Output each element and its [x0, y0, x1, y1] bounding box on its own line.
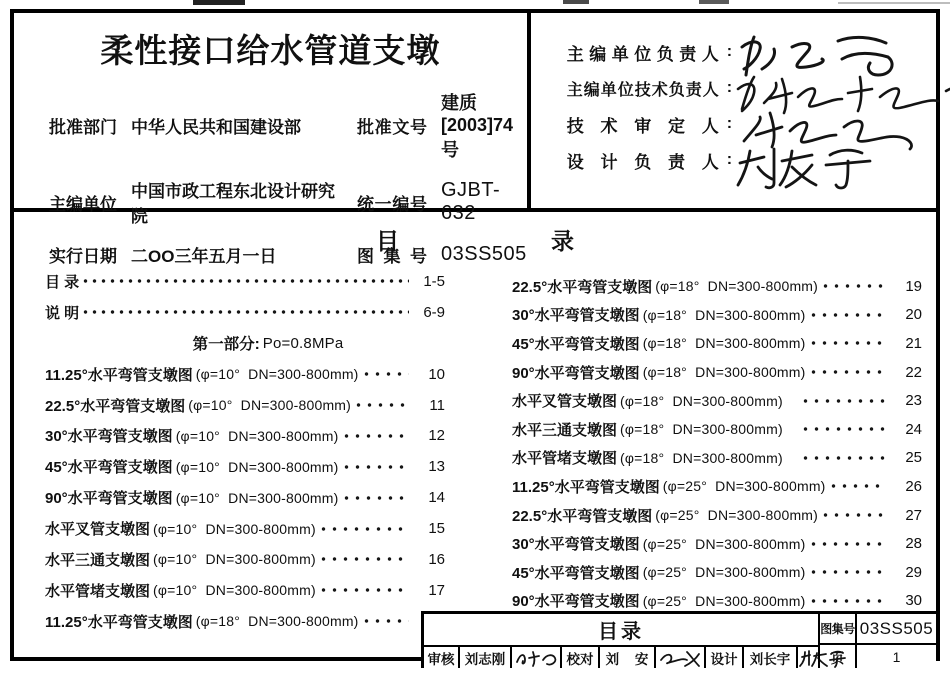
toc-entry — [512, 301, 922, 330]
page-border-frame — [10, 9, 940, 667]
meta-label-approval-dept: 批准部门 — [49, 118, 117, 137]
dot-leader — [798, 398, 886, 404]
entry-title: 45°水平弯管支墩图 — [45, 459, 173, 477]
atlas-no-value: 03SS505 — [857, 614, 936, 645]
dot-leader — [359, 618, 409, 624]
toc-title-char: 录 — [551, 228, 574, 254]
toc-entry — [512, 501, 922, 530]
entry-spec: (φ=18° DN=300-800mm) — [642, 335, 806, 352]
entry-page-number: 1-5 — [423, 272, 445, 290]
entry-page-number: 27 — [905, 506, 922, 524]
signer-colon: : — [726, 151, 733, 168]
entry-page-number: 24 — [905, 420, 922, 438]
page-label: 页 — [830, 650, 845, 666]
meta-value-approval-no: 建质[2003]74号 — [441, 93, 514, 160]
title-block-approval-row — [424, 647, 818, 668]
toc-entry — [512, 415, 922, 444]
entry-title: 45°水平弯管支墩图 — [512, 564, 640, 582]
entry-title: 22.5°水平弯管支墩图 — [512, 507, 653, 525]
signer-row — [567, 70, 950, 106]
dot-leader — [806, 340, 886, 346]
toc-entry — [45, 266, 445, 297]
scan-artifact — [699, 0, 729, 4]
handwritten-signature — [734, 141, 884, 189]
meta-label-effective-date: 实行日期 — [49, 247, 117, 266]
toc-entry — [45, 513, 445, 544]
entry-page-number: 21 — [905, 334, 922, 352]
audit-name: 刘志刚 — [460, 647, 512, 668]
toc-entry — [45, 575, 445, 606]
signer-colon: : — [726, 79, 733, 96]
entry-page-number: 16 — [428, 550, 445, 568]
entry-page-number: 25 — [905, 449, 922, 467]
entry-page-number: 15 — [428, 520, 445, 538]
entry-title: 30°水平弯管支墩图 — [45, 428, 173, 446]
dot-leader — [798, 455, 886, 461]
document-title: 柔性接口给水管道支墩 — [100, 32, 441, 69]
toc-column-left — [45, 266, 445, 637]
entry-title: 水平管堵支墩图 — [512, 450, 618, 468]
meta-label-chief-editor: 主编单位 — [49, 194, 117, 214]
proof-name: 刘 安 — [600, 647, 656, 668]
signer-row — [567, 34, 950, 70]
dot-leader — [351, 402, 409, 408]
entry-page-number: 23 — [905, 392, 922, 410]
dot-leader — [359, 371, 409, 377]
entry-title: 水平叉管支墩图 — [45, 521, 151, 539]
entry-spec: Po=0.8MPa — [262, 334, 344, 352]
entry-spec: (φ=18° DN=300-800mm) — [620, 421, 783, 438]
entry-page-number: 10 — [428, 365, 445, 383]
entry-page-number: 26 — [905, 477, 922, 495]
proof-signature — [656, 647, 706, 668]
signer-label: 设计负责人 — [566, 152, 719, 172]
design-name: 刘长宇 — [744, 647, 798, 668]
drawing-title-block — [421, 611, 936, 668]
audit-signature — [512, 647, 562, 668]
entry-spec: (φ=10° DN=300-800mm) — [175, 489, 339, 506]
entry-title: 90°水平弯管支墩图 — [512, 364, 640, 382]
toc-entry — [45, 359, 445, 390]
toc-entry — [512, 358, 922, 387]
entry-page-number: 12 — [428, 427, 445, 445]
entry-page-number: 11 — [429, 396, 445, 414]
entry-page-number: 29 — [905, 563, 922, 581]
entry-title: 水平三通支墩图 — [512, 421, 618, 439]
entry-spec: (φ=25° DN=300-800mm) — [642, 535, 806, 552]
entry-title: 22.5°水平弯管支墩图 — [512, 278, 653, 296]
entry-page-number: 19 — [905, 277, 922, 295]
signer-label: 主编单位负责人 — [566, 44, 719, 64]
meta-value-atlas-no: 03SS505 — [441, 243, 527, 265]
meta-value-effective-date: 二OO三年五月一日 — [131, 247, 277, 266]
entry-spec: (φ=25° DN=300-800mm) — [642, 592, 806, 609]
toc-section-heading — [45, 328, 445, 359]
dot-leader — [818, 512, 886, 518]
entry-page-number: 6-9 — [423, 303, 445, 321]
entry-spec: (φ=25° DN=300-800mm) — [662, 478, 826, 495]
entry-spec: (φ=10° DN=300-800mm) — [153, 520, 316, 537]
entry-spec: (φ=18° DN=300-800mm) — [195, 613, 359, 630]
scan-artifact — [838, 2, 950, 4]
entry-spec: (φ=10° DN=300-800mm) — [153, 551, 316, 568]
toc-entry — [45, 297, 445, 328]
toc-entry — [512, 558, 922, 587]
dot-leader — [806, 569, 886, 575]
entry-spec: (φ=10° DN=300-800mm) — [188, 397, 352, 413]
dot-leader — [806, 312, 886, 318]
entry-title: 11.25°水平弯管支墩图 — [512, 478, 660, 496]
toc-entry — [45, 451, 445, 482]
dot-leader — [806, 598, 886, 604]
entry-spec: (φ=10° DN=300-800mm) — [175, 458, 339, 475]
scan-artifact — [193, 0, 245, 5]
entry-title: 11.25°水平弯管支墩图 — [45, 366, 193, 384]
toc-entry — [45, 544, 445, 575]
meta-label-atlas-no: 图集号 — [357, 247, 427, 266]
toc-entry — [512, 529, 922, 558]
entry-page-number: 13 — [428, 458, 445, 476]
title-block-label-column — [818, 614, 857, 668]
dot-leader — [316, 526, 409, 532]
entry-title: 第一部分: — [192, 336, 260, 354]
entry-title: 22.5°水平弯管支墩图 — [45, 397, 186, 415]
signer-row — [567, 106, 950, 142]
signer-label: 技术审定人 — [566, 116, 719, 136]
handwritten-signature — [513, 648, 559, 668]
entry-spec: (φ=10° DN=300-800mm) — [195, 366, 359, 383]
entry-spec: (φ=18° DN=300-800mm) — [620, 449, 783, 466]
entry-title: 水平三通支墩图 — [45, 551, 151, 569]
toc-entry — [512, 386, 922, 415]
meta-label-approval-no: 批准文号 — [357, 118, 427, 137]
entry-spec: (φ=18° DN=300-800mm) — [642, 364, 806, 381]
entry-page-number: 28 — [905, 535, 922, 553]
dot-leader — [798, 426, 886, 432]
entry-title: 水平叉管支墩图 — [512, 393, 618, 411]
toc-entry — [512, 329, 922, 358]
toc-entry — [512, 472, 922, 501]
toc-column-right — [512, 272, 922, 615]
handwritten-signature — [657, 648, 703, 668]
entry-title: 30°水平弯管支墩图 — [512, 307, 640, 325]
dot-leader — [826, 483, 886, 489]
meta-value-unified-no: GJBT-632 — [441, 179, 501, 224]
entry-page-number: 30 — [905, 592, 922, 610]
entry-title: 说 明 — [45, 304, 80, 322]
title-info-box — [14, 13, 527, 266]
atlas-no-label: 图集号 — [820, 614, 855, 645]
toc-entry — [512, 272, 922, 301]
proof-label: 校对 — [562, 647, 600, 668]
entry-spec: (φ=25° DN=300-800mm) — [655, 507, 819, 524]
signer-colon: : — [726, 115, 733, 132]
title-block-doc-title: 目录 — [424, 614, 818, 647]
meta-label-unified-no: 统一编号 — [357, 194, 427, 214]
dot-leader — [818, 283, 886, 289]
entry-title: 目 录 — [45, 273, 80, 291]
dot-leader — [806, 541, 886, 547]
entry-page-number: 20 — [905, 306, 922, 324]
dot-leader — [79, 309, 409, 315]
audit-label: 审核 — [424, 647, 460, 668]
entry-title: 90°水平弯管支墩图 — [512, 593, 640, 611]
dot-leader — [339, 495, 409, 501]
toc-entry — [45, 390, 445, 421]
signer-label: 主编单位技术负责人 — [566, 81, 719, 99]
toc-entry — [45, 606, 445, 637]
toc-entry — [512, 444, 922, 473]
title-block-value-column — [857, 614, 936, 668]
meta-value-approval-dept: 中华人民共和国建设部 — [131, 118, 301, 137]
entry-spec: (φ=18° DN=300-800mm) — [655, 278, 819, 295]
dot-leader — [316, 556, 409, 562]
dot-leader — [339, 464, 409, 470]
responsible-persons-box — [527, 13, 950, 208]
entry-page-number: 22 — [905, 363, 922, 381]
entry-title: 30°水平弯管支墩图 — [512, 536, 640, 554]
design-label: 设计 — [706, 647, 744, 668]
entry-page-number: 17 — [428, 581, 445, 599]
entry-spec: (φ=10° DN=300-800mm) — [153, 582, 316, 599]
entry-page-number: 14 — [428, 489, 445, 507]
dot-leader — [79, 278, 409, 284]
meta-value-chief-editor: 中国市政工程东北设计研究院 — [131, 182, 335, 226]
entry-title: 水平管堵支墩图 — [45, 582, 151, 600]
scan-artifact — [563, 0, 589, 4]
signer-colon: : — [726, 43, 733, 60]
page-no-value: 1 — [892, 648, 901, 665]
dot-leader — [339, 433, 409, 439]
dot-leader — [316, 587, 409, 593]
entry-spec: (φ=18° DN=300-800mm) — [642, 306, 806, 323]
dot-leader — [806, 369, 886, 375]
toc-title-char: 目 — [376, 228, 399, 254]
entry-title: 45°水平弯管支墩图 — [512, 335, 640, 353]
header-section — [14, 13, 936, 266]
toc-entry — [45, 482, 445, 513]
entry-spec: (φ=25° DN=300-800mm) — [642, 564, 806, 581]
toc-title — [14, 223, 936, 256]
toc-section — [14, 223, 936, 668]
toc-entry — [45, 420, 445, 451]
entry-title: 90°水平弯管支墩图 — [45, 490, 173, 508]
title-block-main — [424, 614, 818, 668]
entry-spec: (φ=18° DN=300-800mm) — [620, 392, 783, 409]
entry-spec: (φ=10° DN=300-800mm) — [175, 427, 339, 444]
entry-title: 11.25°水平弯管支墩图 — [45, 613, 193, 631]
